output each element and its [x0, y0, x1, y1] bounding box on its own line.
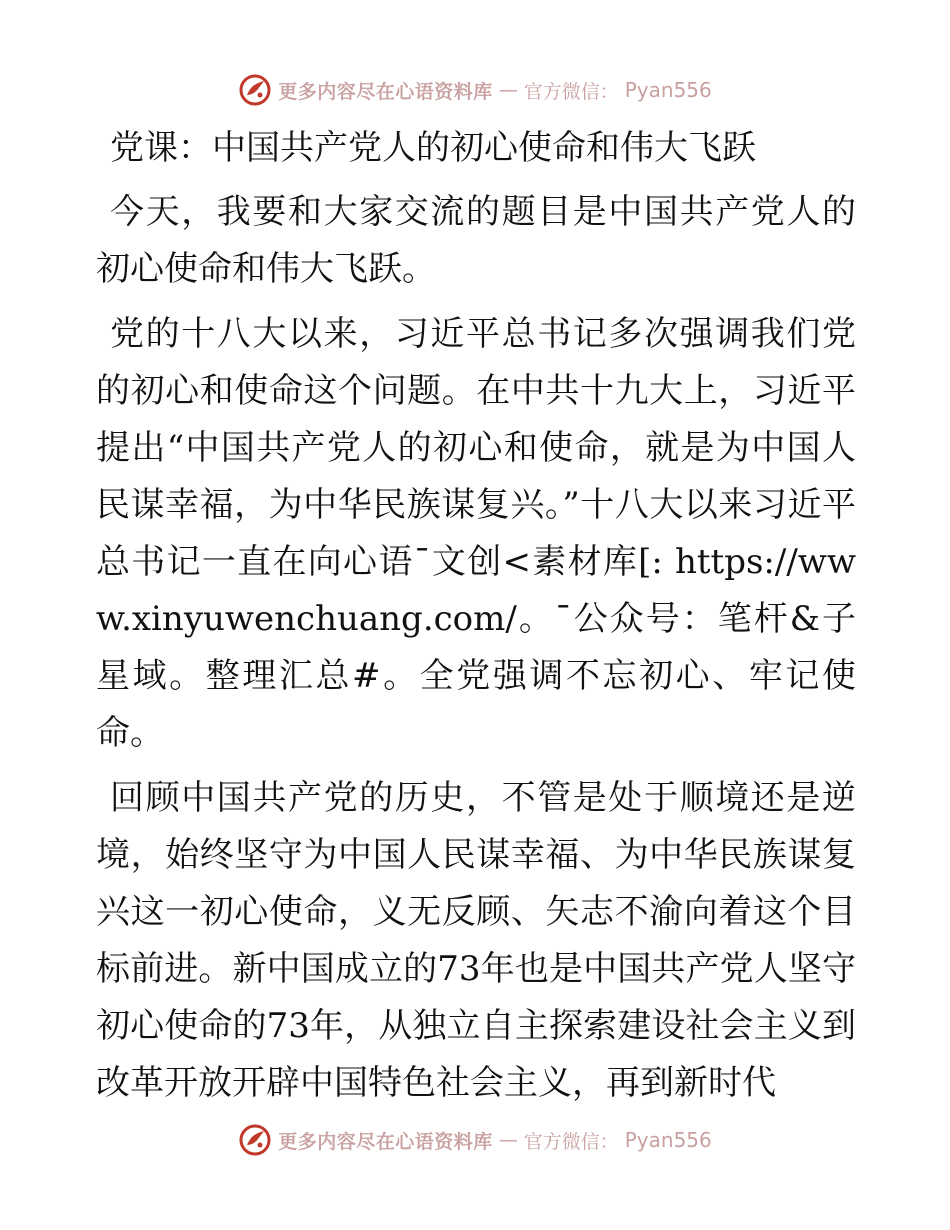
banner-separator: —: [498, 79, 518, 101]
document-body: [96, 120, 856, 1120]
brand-logo-icon: [238, 1123, 272, 1157]
banner-separator: —: [498, 1129, 518, 1151]
brand-logo-icon: [238, 73, 272, 107]
banner-wechat-label: 官方微信：: [523, 1130, 619, 1153]
banner-main-text: 更多内容尽在心语资料库: [278, 1130, 493, 1153]
banner-wechat-id: Pyan556: [624, 1128, 712, 1152]
footer-banner: [0, 1120, 950, 1160]
paragraph: 今天，我要和大家交流的题目是中国共产党人的初心使命和伟大飞跃。: [96, 192, 856, 289]
document-title: 党课：中国共产党人的初心使命和伟大飞跃: [110, 128, 756, 168]
banner-wechat-label: 官方微信：: [523, 80, 619, 103]
paragraph: 党的十八大以来，习近平总书记多次强调我们党的初心和使命这个问题。在中共十九大上，习近平提出“中国共产党人的初心和使命，就是为中国人民谋幸福，为中华民族谋复兴。”十八大以来习近平总书记一直在向心语¯文创<素材库[: https://www.xinyuwenchuang.com/。¯公众号：笔杆&子星域。整理汇总#。全党强调不忘初心、牢记使命。: [96, 314, 856, 753]
header-banner: [0, 70, 950, 110]
banner-wechat-id: Pyan556: [624, 78, 712, 102]
paragraph: 回顾中国共产党的历史，不管是处于顺境还是逆境，始终坚守为中国人民谋幸福、为中华民族谋复兴这一初心使命，义无反顾、矢志不渝向着这个目标前进。新中国成立的73年也是中国共产党人坚守初心使命的73年，从独立自主探索建设社会主义到改革开放开辟中国特色社会主义，再到新时代: [96, 778, 856, 1103]
banner-main-text: 更多内容尽在心语资料库: [278, 80, 493, 103]
